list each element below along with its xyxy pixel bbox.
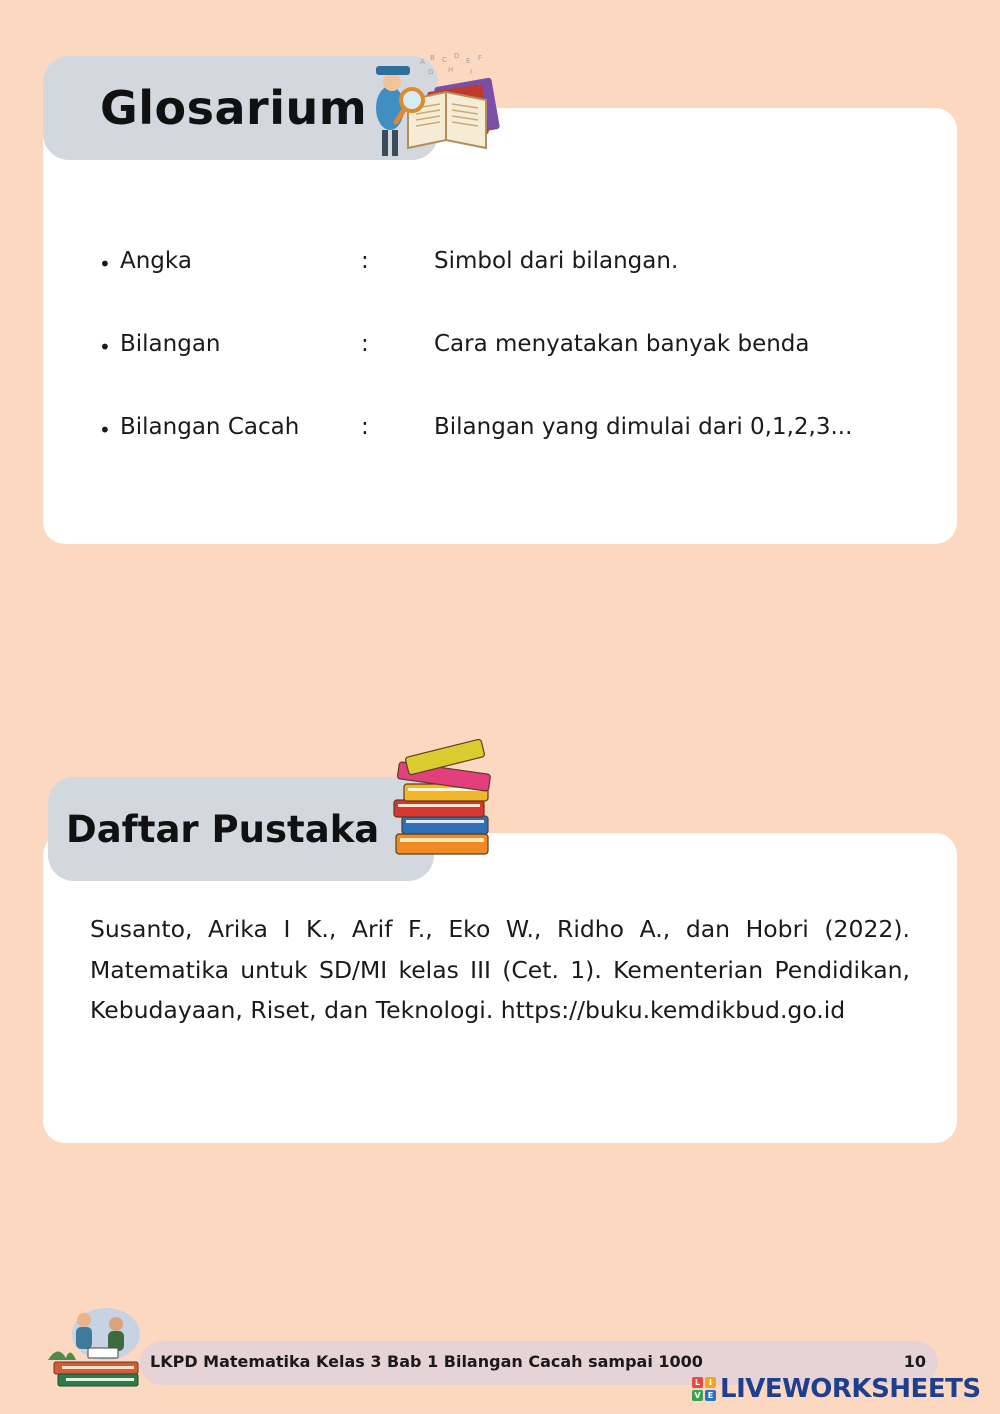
svg-text:I: I [470,68,473,76]
glossary-definition: Bilangan yang dimulai dari 0,1,2,3... [434,414,853,440]
bibliography-heading-tab [48,777,434,881]
svg-text:H: H [448,66,454,74]
page-number: 10 [903,1352,926,1371]
glossary-item [43,248,957,288]
bullet: • [99,418,111,442]
liveworksheets-logo-icon [692,1377,716,1401]
bullet: • [99,252,111,276]
glossary-separator: : [361,331,369,357]
svg-text:B: B [430,54,435,62]
bibliography-reference: Susanto, Arika I K., Arif F., Eko W., Ridho A., dan Hobri (2022). Matematika untuk SD/MI kelas III (Cet. 1). Kementerian Pendidikan, Kebudayaan, Riset, dan Teknologi. https://buku.kemdikbud.go.id [90,915,910,1024]
glossary-item [43,331,957,371]
svg-text:D: D [454,52,460,60]
svg-text:G: G [428,68,434,76]
svg-text:F: F [478,54,483,62]
bullet: • [99,335,111,359]
glossary-heading: Glosarium [100,81,368,135]
footer-title: LKPD Matematika Kelas 3 Bab 1 Bilangan Cacah sampai 1000 [150,1352,703,1371]
logo-letter: I [705,1377,716,1388]
students-reading-icon [44,1304,148,1392]
glossary-term: Bilangan Cacah [120,414,300,440]
glossary-separator: : [361,414,369,440]
logo-letter: E [705,1390,716,1401]
logo-letter: V [692,1390,703,1401]
glossary-definition: Simbol dari bilangan. [434,248,679,274]
glossary-separator: : [361,248,369,274]
glossary-card [43,108,957,544]
svg-text:C: C [442,56,447,64]
glossary-term: Angka [120,248,192,274]
glossary-definition: Cara menyatakan banyak benda [434,331,810,357]
svg-text:E: E [466,57,471,65]
liveworksheets-brand[interactable] [692,1372,981,1406]
reading-dictionary-icon [368,52,503,162]
book-stack-icon [390,738,502,862]
bibliography-heading: Daftar Pustaka [66,807,380,851]
glossary-item [43,414,957,454]
logo-letter: L [692,1377,703,1388]
svg-text:A: A [420,58,425,66]
glossary-term: Bilangan [120,331,221,357]
liveworksheets-wordmark: LIVEWORKSHEETS [720,1374,981,1404]
